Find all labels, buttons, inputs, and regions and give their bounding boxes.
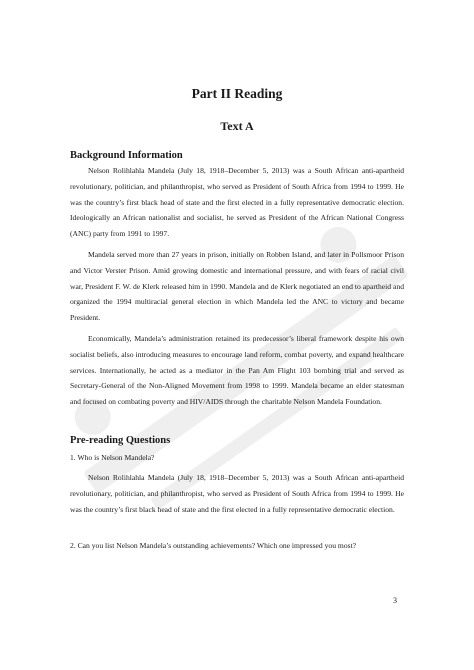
part-title: Part II Reading [191,86,283,101]
prereading-heading: Pre-reading Questions [70,435,171,446]
text-title: Text A [220,119,254,133]
background-paragraph-2: Mandela served more than 27 years in prison, initially on Robben Island, and later in Pollsmoor Prison and Victor Verster Prison. Amid growing domestic and international pressure, and with fears of racial civil war, President F. W. de Klerk released him in 1990. Mandela and de Klerk negotiated an end to apartheid and organized the 1994 multiracial general election in which Mandela led the ANC to victory and became President. [70,250,404,323]
background-heading: Background Information [70,150,183,161]
page-number: 3 [393,596,397,605]
background-paragraph-3: Economically, Mandela’s administration retained its predecessor’s liberal framework despite his own socialist beliefs, also introducing measures to encourage land reform, combat poverty, and expand healthcare services. Internationally, he acted as a mediator in the Pan Am Flight 103 bombing trial and served as Secretary-General of the Non-Aligned Movement from 1998 to 1999. Mandela became an elder statesman and focused on combating poverty and HIV/AIDS through the charitable Nelson Mandela Foundation. [70,334,404,407]
background-paragraph-1: Nelson Rolihlahla Mandela (July 18, 1918–December 5, 2013) was a South African anti-apartheid revolutionary, politician, and philanthropist, who served as President of South Africa from 1994 to 1999. He was the country’s first black head of state and the first elected in a fully representative democratic election. Ideologically an African nationalist and socialist, he served as President of the African National Congress (ANC) party from 1991 to 1997. [70,166,404,239]
question-2: 2. Can you list Nelson Mandela’s outstanding achievements? Which one impressed you most? [70,541,357,550]
question-1: 1. Who is Nelson Mandela? [70,453,155,462]
answer-1: Nelson Rolihlahla Mandela (July 18, 1918–December 5, 2013) was a South African anti-apartheid revolutionary, politician, and philanthropist, who served as President of South Africa from 1994 to 1999. He was the country’s first black head of state and the first elected in a fully representative democratic election. [70,473,404,514]
